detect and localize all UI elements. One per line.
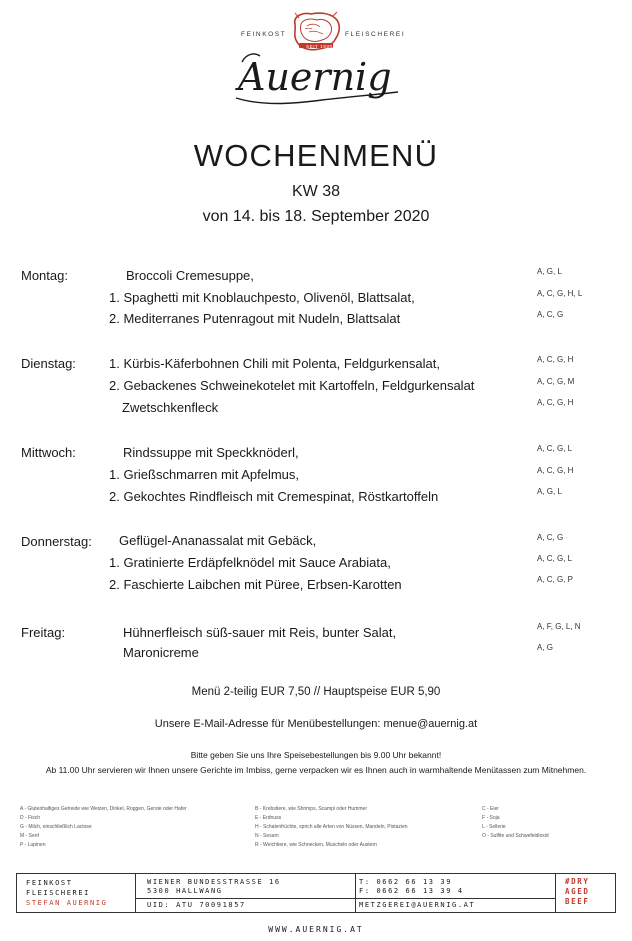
footer-company-line-2: FLEISCHEREI (26, 889, 90, 897)
allergen-codes: A, C, G, H (537, 398, 574, 407)
menu-item: 1. Gratinierte Erdäpfelknödel mit Sauce Arabiata, (109, 555, 391, 570)
menu-item: Maronicreme (123, 645, 199, 660)
dry-aged-tag-line-2: AGED (565, 887, 590, 896)
footer-company-owner: STEFAN AUERNIG (26, 899, 108, 907)
footer-email[interactable]: METZGEREI@AUERNIG.AT (359, 901, 476, 909)
footer-phone: T: 0662 66 13 39 (359, 878, 453, 886)
legend-entry: O - Sulfite und Schwefeldioxid (482, 833, 549, 839)
logo-feinkost-label: FEINKOST (241, 31, 287, 38)
logo-fleischerei-label: FLEISCHEREI (345, 31, 406, 38)
allergen-codes: A, C, G, L (537, 554, 573, 563)
allergen-codes: A, C, G (537, 310, 564, 319)
allergen-codes: A, C, G, M (537, 377, 575, 386)
footer-divider (135, 874, 136, 912)
allergen-codes: A, G, L (537, 267, 562, 276)
allergen-legend-col-3 (482, 805, 549, 841)
legend-entry: G - Milch, einschließlich Lactose (20, 824, 92, 830)
brand-name: Auernig (238, 55, 392, 99)
allergen-codes: A, C, G, L (537, 444, 573, 453)
allergen-codes: A, G, L (537, 487, 562, 496)
menu-item: Broccoli Cremesuppe, (126, 268, 254, 283)
dry-aged-tag-line-3: BEEF (565, 897, 590, 906)
day-label-freitag: Freitag: (21, 625, 66, 640)
brand-logo (0, 0, 632, 120)
menu-item: Geflügel-Ananassalat mit Gebäck, (119, 533, 317, 548)
menu-item: 2. Gebackenes Schweinekotelet mit Kartoffeln, Feldgurkensalat (109, 378, 475, 393)
allergen-legend-col-2 (255, 805, 408, 850)
calendar-week: KW 38 (291, 183, 340, 200)
legend-entry: E - Erdnuss (255, 815, 282, 821)
allergen-codes: A, C, G, H (537, 355, 574, 364)
page-title: WOCHENMENÜ (193, 138, 439, 173)
day-label-montag: Montag: (21, 268, 68, 283)
menu-item: 1. Kürbis-Käferbohnen Chili mit Polenta, Feldgurkensalat, (109, 356, 440, 371)
legend-entry: N - Sesam (255, 833, 279, 839)
legend-entry: M - Senf (20, 833, 39, 839)
legend-entry: R - Weichtiere, wie Schnecken, Muscheln oder Austern (255, 842, 377, 848)
menu-item: 2. Mediterranes Putenragout mit Nudeln, Blattsalat (109, 311, 401, 326)
menu-item: Rindssuppe mit Speckknöderl, (123, 445, 299, 460)
legend-entry: D - Fisch (20, 815, 40, 821)
menu-item: 1. Spaghetti mit Knoblauchpesto, Olivenöl, Blattsalat, (109, 290, 415, 305)
footer-company-line-1: FEINKOST (26, 879, 73, 887)
brand-script (232, 48, 402, 110)
allergen-codes: A, C, G, H, L (537, 289, 583, 298)
day-label-mittwoch: Mittwoch: (21, 445, 76, 460)
allergen-legend-col-1 (20, 805, 187, 850)
website-link[interactable]: WWW.AUERNIG.AT (268, 925, 364, 934)
footer-divider (555, 874, 556, 912)
day-label-donnerstag: Donnerstag: (21, 534, 92, 549)
legend-entry: F - Soja (482, 815, 500, 821)
legend-entry: H - Schalenfrüchte, sprich alle Arten von Nüssen, Mandeln, Pistazien (255, 824, 408, 830)
menu-item: Hühnerfleisch süß-sauer mit Reis, bunter Salat, (123, 625, 397, 640)
takeaway-notice: Ab 11.00 Uhr servieren wir Ihnen unsere Gerichte im Imbiss, gerne verpacken wir es Ihnen auch in warmhaltende Menütassen zum Mitnehmen. (45, 765, 587, 775)
date-range: von 14. bis 18. September 2020 (202, 208, 430, 225)
footer-fax: F: 0662 66 13 39 4 (359, 887, 464, 895)
footer-divider (355, 874, 356, 912)
allergen-codes: A, F, G, L, N (537, 622, 581, 631)
allergen-codes: A, C, G, H (537, 466, 574, 475)
footer-divider (135, 898, 555, 899)
legend-entry: B - Krebstiere, wie Shrimps, Scampi oder Hummer (255, 806, 367, 812)
menu-item: Zwetschkenfleck (122, 400, 219, 415)
day-label-dienstag: Dienstag: (21, 356, 76, 371)
allergen-codes: A, C, G, P (537, 575, 574, 584)
order-email-line: Unsere E-Mail-Adresse für Menübestellungen: menue@auernig.at (154, 718, 478, 730)
legend-entry: L - Sellerie (482, 824, 506, 830)
menu-item: 2. Faschierte Laibchen mit Püree, Erbsen-Karotten (109, 577, 402, 592)
menu-item: 2. Gekochtes Rindfleisch mit Cremespinat, Röstkartoffeln (109, 489, 439, 504)
order-deadline-notice: Bitte geben Sie uns Ihre Speisebestellungen bis 9.00 Uhr bekannt! (190, 750, 442, 760)
footer-uid: UID: ATU 70091857 (147, 901, 246, 909)
allergen-codes: A, G (537, 643, 554, 652)
footer-city: 5300 HALLWANG (147, 887, 223, 895)
allergen-codes: A, C, G (537, 533, 564, 542)
logo-seit-label: SEIT 1930 (306, 44, 333, 49)
footer-street: WIENER BUNDESSTRASSE 16 (147, 878, 281, 886)
legend-entry: P - Lupinen (20, 842, 46, 848)
menu-item: 1. Grießschmarren mit Apfelmus, (109, 467, 299, 482)
legend-entry: C - Eier (482, 806, 499, 812)
footer-contact-box (16, 873, 616, 913)
dry-aged-tag-line-1: #DRY (565, 877, 590, 886)
legend-entry: A - Glutenhaltiges Getreide wie Weizen, Dinkel, Roggen, Gerste oder Hafer (20, 806, 187, 812)
price-line: Menü 2-teilig EUR 7,50 // Hauptspeise EUR 5,90 (191, 686, 441, 698)
